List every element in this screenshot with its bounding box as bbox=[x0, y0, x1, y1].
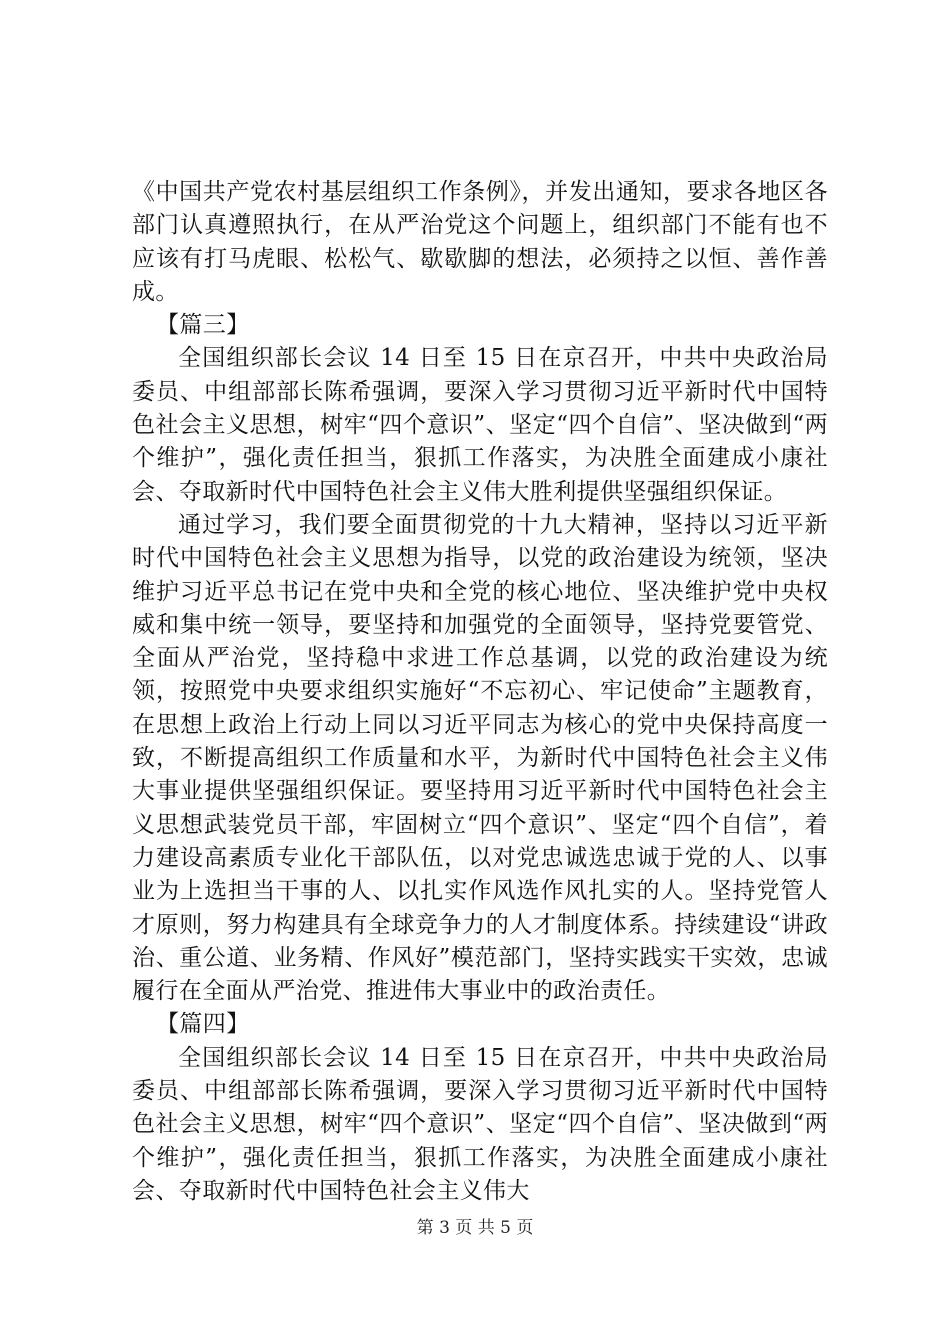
section-heading-4: 【篇四】 bbox=[156, 1011, 250, 1038]
paragraph-4-1: 全国组织部长会议 14 日至 15 日在京召开，中共中央政治局委员、中组部部长陈希强调，要深入学习贯彻习近平新时代中国特色社会主义思想，树牢“四个意识”、坚定“四个自信”、坚决做到“两个维护”，强化责任担当，狠抓工作落实，为决胜全面建成小康社会、夺取新时代中国特色社会主义伟大 bbox=[132, 1044, 828, 1204]
section-heading-3: 【篇三】 bbox=[156, 312, 250, 339]
paragraph-3-1: 全国组织部长会议 14 日至 15 日在京召开，中共中央政治局委员、中组部部长陈希强调，要深入学习贯彻习近平新时代中国特色社会主义思想，树牢“四个意识”、坚定“四个自信”、坚决做到“两个维护”，强化责任担当，狠抓工作落实，为决胜全面建成小康社会、夺取新时代中国特色社会主义伟大胜利提供坚强组织保证。 bbox=[132, 345, 828, 505]
document-body bbox=[132, 176, 828, 1208]
paragraph-intro: 《中国共产党农村基层组织工作条例》，并发出通知，要求各地区各部门认真遵照执行，在从严治党这个问题上，组织部门不能有也不应该有打马虎眼、松松气、歇歇脚的想法，必须持之以恒、善作善成。 bbox=[132, 179, 828, 305]
page-number-footer: 第 3 页 共 5 页 bbox=[416, 1218, 534, 1238]
paragraph-3-2: 通过学习，我们要全面贯彻党的十九大精神，坚持以习近平新时代中国特色社会主义思想为指导，以党的政治建设为统领，坚决维护习近平总书记在党中央和全党的核心地位、坚决维护党中央权威和集中统一领导，要坚持和加强党的全面领导，坚持党要管党、全面从严治党，坚持稳中求进工作总基调，以党的政治建设为统领，按照党中央要求组织实施好“不忘初心、牢记使命”主题教育，在思想上政治上行动上同以习近平同志为核心的党中央保持高度一致，不断提高组织工作质量和水平，为新时代中国特色社会主义伟大事业提供坚强组织保证。要坚持用习近平新时代中国特色社会主义思想武装党员干部，牢固树立“四个意识”、坚定“四个自信”，着力建设高素质专业化干部队伍，以对党忠诚选忠诚于党的人、以事业为上选担当干事的人、以扎实作风选作风扎实的人。坚持党管人才原则，努力构建具有全球竞争力的人才制度体系。持续建设“讲政治、重公道、业务精、作风好”模范部门，坚持实践实干实效，忠诚履行在全面从严治党、推进伟大事业中的政治责任。 bbox=[132, 511, 828, 1005]
